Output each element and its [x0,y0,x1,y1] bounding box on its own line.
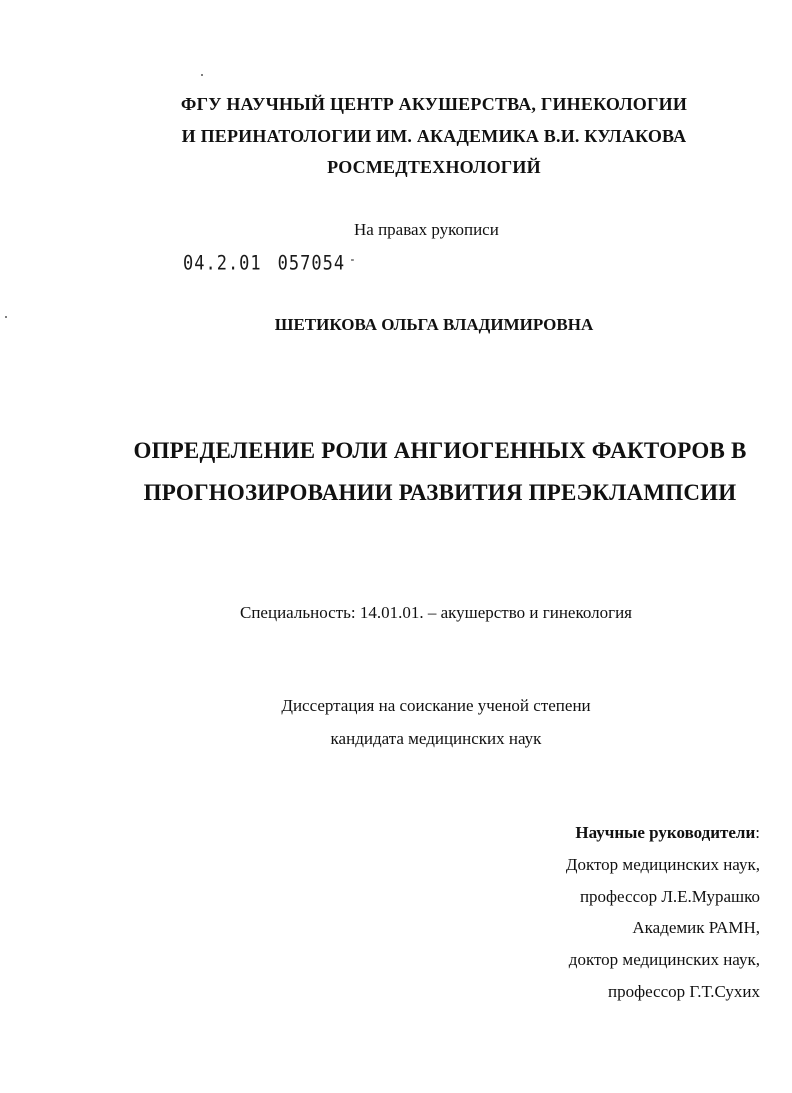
supervisor-line: профессор Л.Е.Мурашко [579,887,760,906]
dissertation-line-2: кандидата медицинских наук [330,729,542,748]
stamp-number: 057054 [277,252,346,275]
stamp-code: 04.2.01 [183,252,262,275]
title-line-1: ОПРЕДЕЛЕНИЕ РОЛИ АНГИОГЕННЫХ ФАКТОРОВ В [133,438,747,463]
author-name: ШЕТИКОВА ОЛЬГА ВЛАДИМИРОВНА [274,315,594,334]
supervisor-line: Академик РАМН, [632,918,760,937]
supervisors-heading-label: Научные руководители [575,823,756,842]
manuscript-rights: На правах рукописи [354,220,499,239]
supervisor-line: доктор медицинских наук, [568,950,760,969]
registration-stamp [183,252,357,275]
institution-line-2: И ПЕРИНАТОЛОГИИ ИМ. АКАДЕМИКА В.И. КУЛАКОВА [181,126,687,146]
scan-speck [201,74,203,76]
stamp-mark: - [349,252,357,267]
dissertation-line-1: Диссертация на соискание ученой степени [281,696,591,715]
specialty: Специальность: 14.01.01. – акушерство и гинекология [239,603,633,622]
supervisor-line: Доктор медицинских наук, [565,855,760,874]
scan-speck [5,316,7,318]
title-line-2: ПРОГНОЗИРОВАНИИ РАЗВИТИЯ ПРЕЭКЛАМПСИИ [143,480,737,505]
supervisor-line: профессор Г.Т.Сухих [607,982,760,1001]
supervisors-heading [575,823,760,843]
institution-line-3: РОСМЕДТЕХНОЛОГИЙ [327,157,541,177]
supervisors-heading-colon: : [755,823,760,842]
institution-line-1: ФГУ НАУЧНЫЙ ЦЕНТР АКУШЕРСТВА, ГИНЕКОЛОГИИ [180,94,688,114]
